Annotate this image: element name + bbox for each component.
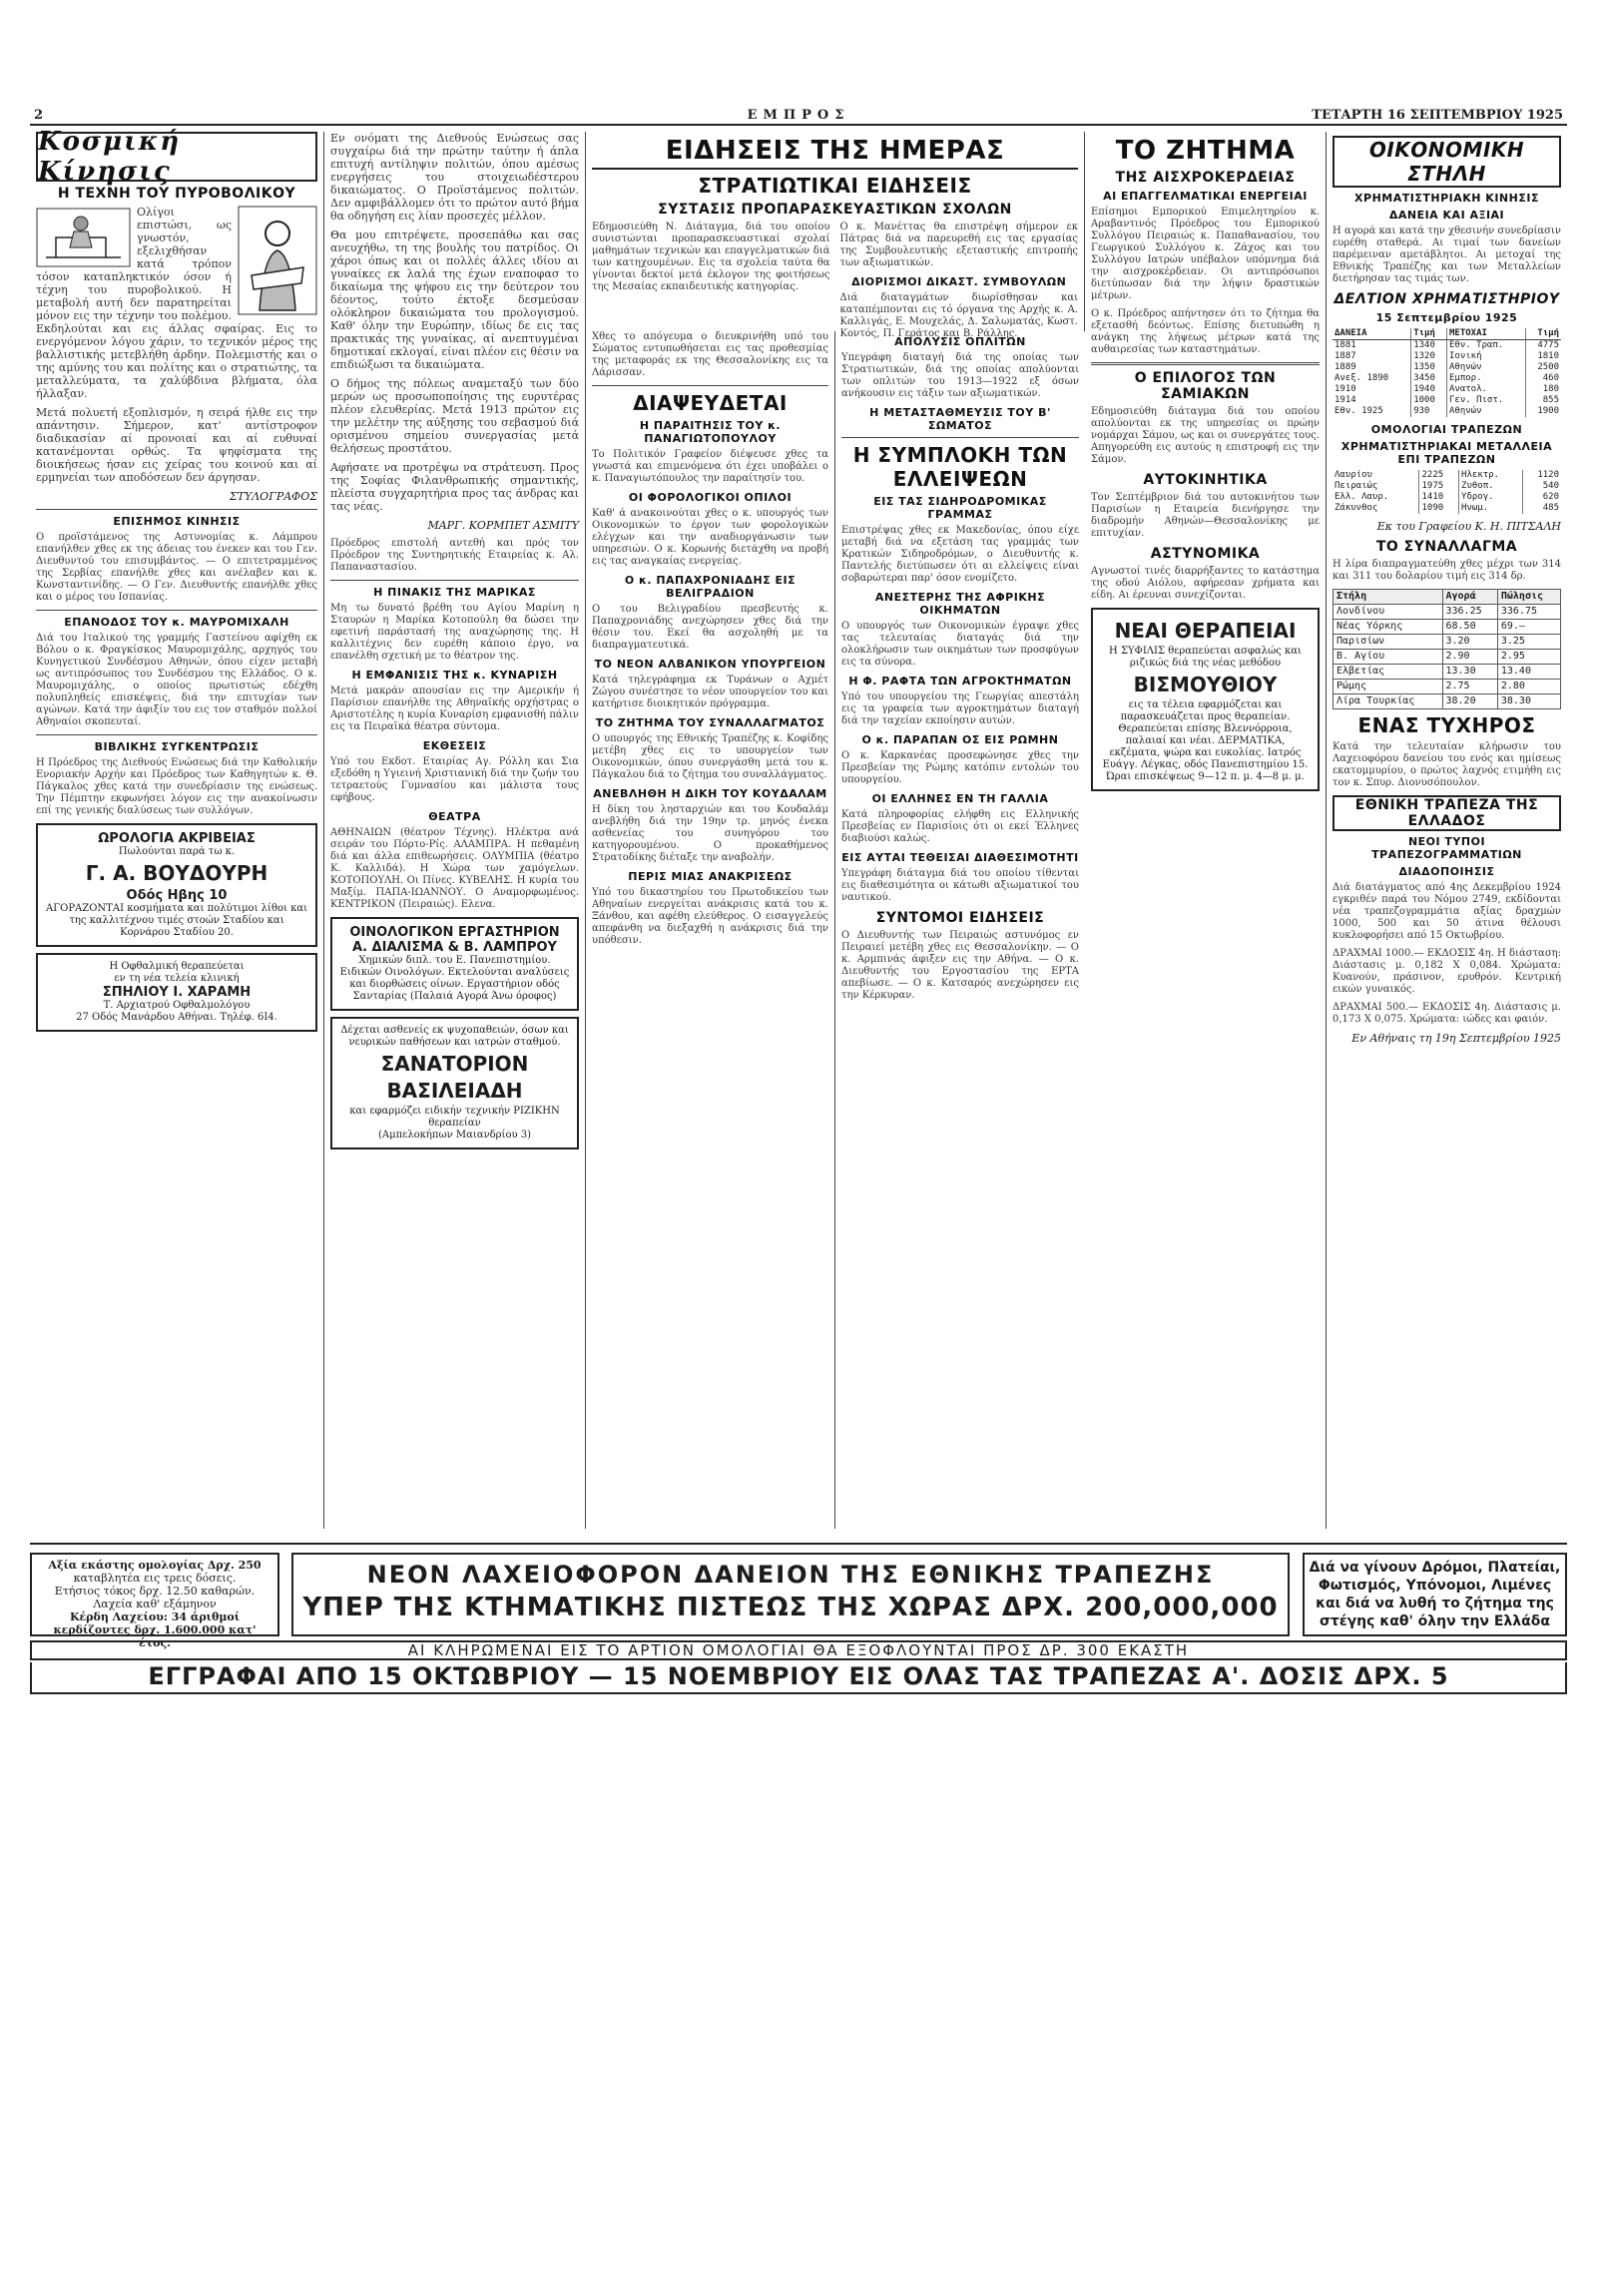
ad-title: ΝΕΑΙ ΘΕΡΑΠΕΙΑΙ [1114, 619, 1297, 643]
loans-row [1332, 340, 1561, 352]
article-heading: ΔΕΛΤΙΟΝ ΧΡΗΜΑΤΙΣΤΗΡΙΟΥ [1333, 291, 1560, 307]
table-cell: Αθηνών [1446, 362, 1525, 373]
table-cell: 620 [1542, 492, 1559, 502]
column-news-right [835, 331, 1085, 1529]
article-body: Ο κ. Καρκανέας προσεφώνησε χθες την Πρεσβείαν της Ρώμης κατόπιν εντολών του υπουργείου. [841, 750, 1079, 785]
exchange-rate-row [1333, 635, 1561, 650]
article-body: Υπεγράφη διάταγμα διά του οποίου τίθενται εις διαθεσιμότητα οι κάτωθι αξιωματικοί του ναυτικού. [841, 868, 1079, 903]
article-heading: ΣΥΝΤΟΜΟΙ ΕΙΔΗΣΕΙΣ [875, 910, 1045, 926]
table-cell: Ανατολ. [1446, 384, 1525, 395]
section-title: ΕΙΔΗΣΕΙΣ ΤΗΣ ΗΜΕΡΑΣ [592, 136, 1078, 170]
ad-title: ΣΑΝΑΤΟΡΙΟΝ [380, 1052, 529, 1076]
table-header-cell: ΜΕΤΟΧΑΙ [1446, 328, 1525, 340]
table-header-cell: ΔΑΝΕΙΑ [1332, 328, 1411, 340]
article-body: Ο υπουργός της Εθνικής Τραπέζης κ. Κοφίδης μετέβη χθες εις το υπουργείον των Οικονομικών, όπου συνεργάσθη μετά του κ. Πάγκαλου διά το ζήτημα του συναλλάγματος. [592, 733, 828, 780]
table-cell: 69.— [1497, 620, 1560, 635]
table-cell: 13.30 [1442, 665, 1497, 680]
shares-row [1332, 492, 1561, 503]
table-cell: Εμπορ. [1446, 373, 1525, 384]
article-heading: ΠΕΡΙΣ ΜΙΑΣ ΑΝΑΚΡΙΣΕΩΣ [628, 870, 793, 883]
table-cell: 38.30 [1497, 694, 1560, 709]
ad-subscription-strip: ΕΓΓΡΑΦΑΙ ΑΠΟ 15 ΟΚΤΩΒΡΙΟΥ — 15 ΝΟΕΜΒΡΙΟΥ ΕΙΣ ΟΛΑΣ ΤΑΣ ΤΡΑΠΕΖΑΣ Α'. ΔΟΣΙΣ ΔΡΧ. 5 [30, 1662, 1567, 1694]
article-body: Μη τω δυνατό βρέθη του Αγίου Μαρίνη η Σταυρών η Μαρίκα Κοτοπούλη θα δώσει την εφετινή παράστασή της αναχώρησης της. Η καλλιτέχνις δεν ευρέθη κάποιο έργο, να επανέλθη σχετική με το θέατρον της. [330, 603, 579, 662]
article-heading: Ο ΕΠΙΛΟΓΟΣ ΤΩΝ ΣΑΜΙΑΚΩΝ [1134, 370, 1277, 402]
clinic-advertisement [1091, 608, 1320, 791]
masthead [30, 108, 1567, 126]
article-heading: Η ΣΥΜΠΛΟΚΗ ΤΩΝ ΕΛΛΕΙΨΕΩΝ [852, 443, 1068, 491]
table-cell: 1940 [1411, 384, 1447, 395]
article-body: Το Πολιτικόν Γραφείον διέψευσε χθες τα γνωστά και επιμενόμενα ότι έχει υποβάλει ο κ. Παναγιωτόπουλος την παραίτησίν του. [592, 449, 828, 484]
ad-purpose-box: Διά να γίνουν Δρόμοι, Πλατείαι, Φωτισμός, Υπόνομοι, Λιμένες και διά να λυθή το ζήτημα της στέγης καθ' όλην την Ελλάδα [1303, 1553, 1567, 1636]
loans-row [1332, 351, 1561, 362]
article-heading: ΟΙ ΦΟΡΟΛΟΓΙΚΟΙ ΟΠΙΛΟΙ [628, 491, 793, 504]
article-heading: Η ΤΕΧΝΗ ΤΟΥ ΠΥΡΟΒΟΛΙΚΟΥ [57, 186, 296, 202]
society-ornament-title: Κοσμική Κίνησις [36, 132, 317, 182]
exchange-rate-row [1333, 665, 1561, 680]
ad-name: Α. ΔΙΑΛΙΣΜΑ & Β. ΛΑΜΠΡΟΥ [352, 940, 557, 955]
table-cell: Εθν. 1925 [1332, 406, 1411, 417]
table-header-cell: Τιμή [1411, 328, 1447, 340]
ad-title: ΟΙΝΟΛΟΓΙΚΟΝ ΕΡΓΑΣΤΗΡΙΟΝ [349, 925, 560, 940]
table-cell: Ηνωμ. [1459, 503, 1523, 514]
ad-line: εν τη νέα τελεία κλινική [114, 973, 240, 984]
sanatorium-advertisement [330, 1017, 579, 1149]
article-heading: Η ΠΙΝΑΚΙΣ ΤΗΣ ΜΑΡΙΚΑΣ [373, 586, 536, 599]
article-body: Καθ' ά ανακοινούται χθες ο κ. υπουργός των Οικονομικών το έργον των φορολογικών ελέγχων και την αναδιοργάνωσιν των υπηρεσιών. Ο κ. Κορωνής διετάχθη να προβή εις τας αναγκαίας ενεργείας. [592, 508, 828, 567]
table-cell: 1810 [1537, 351, 1559, 361]
article-heading: ΤΟ ΝΕΟΝ ΑΛΒΑΝΙΚΟΝ ΥΠΟΥΡΓΕΙΟΝ [594, 658, 826, 671]
table-header-cell: Πώλησις [1497, 590, 1560, 605]
table-cell: Ηλεκτρ. [1459, 470, 1523, 481]
table-cell: 336.75 [1497, 605, 1560, 620]
bank-notice-subtitle: ΝΕΟΙ ΤΥΠΟΙ ΤΡΑΠΕΖΟΓΡΑΜΜΑΤΙΩΝ [1371, 835, 1522, 861]
table-cell: 3.20 [1442, 635, 1497, 650]
table-cell: 2.80 [1497, 680, 1560, 694]
ad-name: ΣΠΗΛΙΟΥ Ι. ΧΑΡΑΜΗ [102, 985, 252, 1000]
article-body: Υπό του Εκδοτ. Εταιρίας Αγ. Ρόλλη και Σια εξεδόθη η Υγιεινή Χριστιανική διά την ζωήν του τετραετούς Γυμνασίου και μάλιστα τους εφήβους. [330, 756, 579, 803]
table-cell: 1881 [1332, 340, 1411, 352]
article-body: Ολίγοι επιστώσι, ως γνωστόν, εξελιχθήσαν κατά τρόπον τόσον καταπληκτικόν όσον ή τέχνη του πυροβολικού. Η μεταβολή αυτή δεν παρατηρείται μόνον εις την τέχνην του πολέμου. Εκδηλούται και εις άλλας σφαίρας. Εις το ενεργόμενον λόγου χάριν, το τεχνικόν μέρος της βαλλιστικής μετεβλήθη άρδην. Πολεμιστής και ο της αμύνης του και πολίτης και ο στρατιώτης, τα μεταλλεύματα, τα χαλύβδινα βλήματα, όλα ήλλαξαν. [36, 206, 317, 400]
eye-clinic-advertisement [36, 953, 317, 1032]
ad-address: (Αμπελοκήπων Μαιανδρίου 3) [377, 1130, 532, 1141]
table-cell: 1900 [1537, 406, 1559, 416]
article-heading: ΤΟ ΖΗΤΗΜΑ ΤΟΥ ΣΥΝΑΛΛΑΓΜΑΤΟΣ [595, 716, 825, 729]
table-cell: Εθν. Τραπ. [1446, 340, 1525, 352]
divider [330, 580, 579, 581]
writer-desk-illustration-icon [36, 208, 131, 267]
ad-subtitle: και εφαρμόζει ειδικήν τεχνικήν ΡΙΖΙΚΗΝ θεραπείαν [349, 1106, 560, 1129]
article-body: Κατά την τελευταίαν κλήρωσιν του Λαχειοφόρου δανείου του ενός και ημίσεως εκατομμυρίου, ο πρώτος λαχνός ετιμήθη εις τον κ. Σπυρ. Διονυσόπουλον. [1332, 741, 1561, 788]
article-body: Η αγορά και κατά την χθεσινήν συνεδρίασιν ευρέθη σταθερά. Αι τιμαί των δανείων παρέμειναν αμετάβλητοι. Αι μετοχαί της Εθνικής Τραπέζης και των Μεταλλείων διετήρησαν τας τιμάς των. [1332, 226, 1561, 284]
table-cell: 1350 [1411, 362, 1447, 373]
ad-name: Γ. Α. ΒΟΥΔΟΥΡΗ [85, 861, 268, 885]
table-cell: 2.95 [1497, 650, 1560, 665]
article-body: Εδημοσιεύθη Ν. Διάταγμα, διά του οποίου συνιστώνται προπαρασκευαστικαί σχολαί μαθημάτων τεχνικών και επαγγελματικών διά των κατηχουμένων. Εις τα σχολεία ταύτα θα γίνονται δεκτοί μετά έκλογον της φοιτήσεως της Μεσαίας εκπαιδευτικής κατηγορίας. [592, 222, 830, 292]
bulletin-date: 15 Σεπτεμβρίου 1925 [1375, 311, 1518, 324]
article-heading: ΤΟ ΣΥΝΑΛΛΑΓΜΑ [1375, 539, 1518, 555]
article-body: Η δίκη του λησταρχιών και του Κουδαλάμ ανεβλήθη διά την 19ην τρ. μηνός ένεκα ασθενείας του συνηγόρου του κατηγορουμένου. Ο προκαθήμενος Στρατοδίκης διέταξε την αναβολήν. [592, 804, 828, 863]
ad-line: Η Οφθαλμική θεραπεύεται [109, 961, 245, 972]
divider [1091, 362, 1320, 365]
article-subheading: ΤΗΣ ΑΙΣΧΡΟΚΕΡΔΕΙΑΣ [1115, 170, 1296, 186]
table-cell: 2.90 [1442, 650, 1497, 665]
article-heading: ΑΠΟΛΥΣΙΣ ΟΠΛΙΤΩΝ [894, 335, 1026, 348]
table-header-cell: Αγορά [1442, 590, 1497, 605]
table-cell: Λονδίνου [1333, 605, 1443, 620]
table-cell: Ζάκυνθος [1332, 503, 1419, 514]
article-subheading: ΑΙ ΕΠΑΓΓΕΛΜΑΤΙΚΑΙ ΕΝΕΡΓΕΙΑΙ [1103, 190, 1308, 203]
ad-terms-box [30, 1553, 279, 1649]
article-subheading: ΕΙΣ ΤΑΣ ΣΙΔΗΡΟΔΡΟΜΙΚΑΣ ΓΡΑΜΜΑΣ [873, 495, 1047, 521]
exchange-rate-row [1333, 620, 1561, 635]
column-profiteering [1085, 132, 1327, 1529]
page-body [30, 127, 1567, 1529]
ad-line: Κέρδη Λαχείου: 34 άριθμοί κερδίζοντες δρχ. 1.600.000 κατ' έτος. [53, 1610, 257, 1649]
divider [592, 385, 828, 386]
column-continued [324, 132, 586, 1529]
article-heading: ΕΝΑΣ ΤΥΧΗΡΟΣ [1357, 713, 1536, 737]
article-subheading: Η ΠΑΡΑΙΤΗΣΙΣ ΤΟΥ κ. ΠΑΝΑΓΙΩΤΟΠΟΥΛΟΥ [639, 419, 782, 445]
ad-text: εις τα τέλεια εφαρμόζεται και παρασκευάζεται προς θεραπείαν. Θεραπεύεται επίσης Βλεννόρροια, παλαιαί και νέαι. ΔΕΡΜΑΤΙΚΑ, εκζέματα, ψώρα και ευκολίας. Ιατρός Ευάγγ. Λέγκας, οδός Πανεπιστημίου 15. [1102, 699, 1309, 770]
ad-subtitle: Πωλούνται παρά τω κ. [118, 846, 236, 857]
section-title: ΟΙΚΟΝΟΜΙΚΗ ΣΤΗΛΗ [1332, 136, 1561, 188]
article-body: Η λίρα διαπραγματεύθη χθες μέχρι των 314 και 311 του δολαρίου τιμή εις 314 δρ. [1332, 559, 1561, 582]
table-cell: 1320 [1411, 351, 1447, 362]
article-heading: ΑΥΤΟΚΙΝΗΤΙΚΑ [1143, 472, 1268, 488]
table-title: ΧΡΗΜΑΤΙΣΤΗΡΙΑΚΑΙ ΜΕΤΑΛΛΕΙΑ ΕΠΙ ΤΡΑΠΕΖΩΝ [1340, 440, 1553, 466]
table-cell: 1340 [1411, 340, 1447, 352]
loans-row [1332, 362, 1561, 373]
table-header-cell: Στήλη [1333, 590, 1443, 605]
article-body: Διά διατάγματος από 4ης Δεκεμβρίου 1924 εγκριθέν παρά του Νόμου 2749, εκδίδονται νέα τραπεζογραμμάτια αξίας δραχμών 1000, 500 και 50 άτινα θέλουσι κυκλοφορήσει από 15 Οκτωβρίου. [1332, 882, 1561, 941]
table-cell: 1914 [1332, 395, 1411, 406]
bank-notice-title: ΕΘΝΙΚΗ ΤΡΑΠΕΖΑ ΤΗΣ ΕΛΛΑΔΟΣ [1332, 795, 1561, 831]
article-heading: Ο κ. ΠΑΠΑΧΡΟΝΙΑΔΗΣ ΕΙΣ ΒΕΛΙΓΡΑΔΙΟΝ [624, 574, 797, 600]
exchange-rate-row [1333, 605, 1561, 620]
article-heading: ΕΠΑΝΟΔΟΣ ΤΟΥ κ. ΜΑΥΡΟΜΙΧΑΛΗ [64, 616, 289, 629]
article-body: Μετά πολυετή εξοπλισμόν, η σειρά ήλθε εις την απάντησιν. Σήμερον, κατ' αντίστροφον διαδικασίαν αί προνοιαί και αί ευθυναί κατανέμονται ορθώς. Τα ψηφίσματα της διοικήσεως ήσαν εις χείρας του κοινού και αί ερμηνείαι των αποδόσεων δεν άργησαν. [36, 406, 317, 484]
article-heading: Η Φ. ΡΑΦΤΑ ΤΩΝ ΑΓΡΟΚΤΗΜΑΤΩΝ [848, 675, 1072, 688]
divider [36, 610, 317, 611]
ad-line: 27 Οδός Μανάρδου Αθήναι. Τηλέφ. 6Ι4. [76, 1012, 277, 1023]
divider [841, 437, 1079, 438]
newspaper-name: ΕΜΠΡΟΣ [747, 108, 850, 123]
article-heading: Η ΕΜΦΑΝΙΣΙΣ ΤΗΣ κ. ΚΥΝΑΡΙΣΗ [351, 669, 558, 682]
divider [36, 509, 317, 510]
article-body: Χθες το απόγευμα ο διευκρινήθη υπό του Σώματος εντυπωθήσεται εις τας προθεσμίας της μεταφοράς εκ της Θεσσαλονίκης εις τα Λάρισσαν. [592, 331, 828, 378]
column-society [30, 127, 324, 1529]
article-heading: ΑΝΕΒΛΗΘΗ Η ΔΙΚΗ ΤΟΥ ΚΟΥΔΑΛΑΜ [593, 787, 827, 800]
article-body: Υπεγράφη διαταγή διά της οποίας των Στρατιωτικών, διά της οποίας απολύονται των οπλιτών του 1913—1922 εξ όσων ανήκουσιν εις τάξιν των αξιωματικών. [841, 352, 1079, 399]
ad-text: Χημικών διπλ. του Ε. Πανεπιστημίου. Ειδικών Οινολόγων. Εκτελούνται αναλύσεις και διορθώσεις οίνων. Εργαστήριον οδός Σανταρίας (Παλαιά Αγορά Άνω όροφος) [339, 955, 570, 1002]
exchange-rate-row [1333, 680, 1561, 694]
article-heading: ΘΕΑΤΡΑ [428, 810, 481, 823]
ad-line: Τ. Αρχιατρού Οφθαλμολόγου [103, 1000, 251, 1011]
ad-headline-amount: ΥΠΕΡ ΤΗΣ ΚΤΗΜΑΤΙΚΗΣ ΠΙΣΤΕΩΣ ΤΗΣ ΧΩΡΑΣ ΔΡΧ. 200,000,000 [302, 1593, 1279, 1622]
loans-table [1332, 328, 1561, 417]
article-heading: ΤΟ ΖΗΤΗΜΑ [1115, 136, 1296, 166]
table-cell: Ρώμης [1333, 680, 1443, 694]
article-body: Υπό του υπουργείου της Γεωργίας απεστάλη εις τα γραφεία των αγροκτημάτων διαταγή διά την ταχείαν εκποίησιν αυτών. [841, 691, 1079, 726]
shares-table [1332, 470, 1561, 514]
article-body: Επιστρέψας χθες εκ Μακεδονίας, όπου είχε μεταβή διά να εξετάση τας γραμμάς των Κρατικών Σιδηροδρόμων, ο Διευθυντής κ. Παντελής διετύπωσεν ότι αι ελλείψεις είναι σοβαρώτεραι παρ' όσον ενομίζετο. [841, 525, 1079, 584]
loans-row [1332, 406, 1561, 417]
table-cell: Β. Αγίου [1333, 650, 1443, 665]
article-heading: ΕΠΙΣΗΜΟΣ ΚΙΝΗΣΙΣ [113, 515, 241, 528]
section-subtitle: ΧΡΗΜΑΤΙΣΤΗΡΙΑΚΗ ΚΙΝΗΣΙΣ [1354, 192, 1539, 205]
article-body: Τον Σεπτέμβριον διά του αυτοκινήτου των Παρισίων η Εταιρεία διενήργησε την διαδρομήν Αθηνών—Θεσσαλονίκης με επιτυχίαν. [1091, 492, 1320, 539]
table-cell: 3450 [1411, 373, 1447, 384]
wine-lab-advertisement [330, 917, 579, 1011]
bank-notice-heading: ΔΙΑΔΟΠΟΙΗΣΙΣ [1398, 865, 1495, 878]
table-cell: 3.25 [1497, 635, 1560, 650]
shares-row [1332, 470, 1561, 481]
national-bank-loan-advertisement [30, 1543, 1567, 1692]
table-cell: 2.75 [1442, 680, 1497, 694]
article-body: Ο υπουργός των Οικονομικών έγραψε χθες τας τελευταίας διαταγάς διά την ολοκλήρωσιν των οικημάτων των προσφύγων εις τα σύνορα. [841, 621, 1079, 668]
table-cell: Ελλ. Λαυρ. [1332, 492, 1419, 503]
notice-date: Εν Αθήναις τη 19η Σεπτεμβρίου 1925 [1351, 1032, 1561, 1045]
table-cell: Ανεξ. 1890 [1332, 373, 1411, 384]
article-body: Επίσημοι Εμπορικού Επιμελητηρίου κ. Αραβαντινός Πρόεδρος του Εμπορικού Συλλόγου Πειραιώς κ. Παπαθανασίου, του Γεωργικού Συλλόγου κ. Ζάχος και του Συλλόγου Ιατρών υπέβαλον υπόμνημα διά την αισχροκέρδειαν. Οι αντιπρόσωποι διετύπωσαν διά την λήψιν δραστικών μέτρων. [1091, 207, 1320, 301]
article-heading: ΕΙΣ ΑΥΤΑΙ ΤΕΘΕΙΣΑΙ ΔΙΑΘΕΣΙΜΟΤΗΤΙ [841, 851, 1079, 864]
table-cell: Πειραιώς [1332, 481, 1419, 492]
article-body: Μετά μακράν απουσίαν εις την Αμερικήν ή Παρίσιον επανήλθε της Αθηναϊκής ορχήστρας ο Αριστοτέλης η κυρία Κυναρίση εμφανισθή πάλιν εις τα Πειραϊκά θέατρα σύντομα. [330, 686, 579, 732]
article-heading: ΟΙ ΕΛΛΗΝΕΣ ΕΝ ΤΗ ΓΑΛΛΙΑ [871, 792, 1049, 805]
table-cell: Ζυθοπ. [1459, 481, 1523, 492]
table-cell: 1090 [1419, 503, 1459, 514]
table-cell: 68.50 [1442, 620, 1497, 635]
ad-title: ΩΡΟΛΟΓΙΑ ΑΚΡΙΒΕΙΑΣ [98, 831, 256, 846]
table-cell: Υδρογ. [1459, 492, 1523, 503]
article-heading: ΔΙΑΨΕΥΔΕΤΑΙ [633, 391, 788, 415]
article-body: Εν ονόματι της Διεθνούς Ενώσεως σας συγχαίρω διά την πρώτην ταύτην ή άπλα επιτυχή αντίληψιν πολιτών, όπου αμέσως ενεργήσεις του στοιχειωδέστερου δικαιώματος. Ο Προϊστάμενος πολιτών. Δεν αμφιβάλλομεν ότι το πρώτον αυτό βήμα θα οδηγήση εις λίαν προσεχές μέλλον. [330, 132, 579, 223]
article-body: Ο κ. Πρόεδρος απήντησεν ότι το ζήτημα θα εξετασθή δεόντως. Επίσης διετυπώθη η ανάγκη της λήψεως μέτρων κατά της αυθαιρεσίας των καταστημάτων. [1091, 308, 1320, 355]
article-body: Θα μου επιτρέψετε, προσεπάθω και σας ανευχήθω, τη της βουλής του πατρίδος. Οι χάροι όπως και οι πολλές άλλες ιδίου αι γυναίκες εκ λαλά της έχων εναποφασ το δικαίωμα της ψήφου εις την δεύτερον του δέοντος, τούτο έκτοξε δεσμεύσαν ολόκληρον δικαιώματα του προλογισμού. Καθ' όλην την Ευρώπην, ιδίως δε εις τας πρακτικάς της γυναίκας, αί ανεπτυγμέναι δημοτικαί εκλογαί, είναι πλέον εις θέσιν να επιδιώξωσι τα δικαιώματα. [330, 229, 579, 371]
issue-date: ΤΕΤΑΡΤΗ 16 ΣΕΠΤΕΜΒΡΙΟΥ 1925 [1312, 108, 1563, 123]
table-header-row [1332, 328, 1561, 340]
table-cell: Ελβετίας [1333, 665, 1443, 680]
table-cell: 2500 [1537, 362, 1559, 372]
table-cell: Γεν. Πιστ. [1446, 395, 1525, 406]
article-body: Ο δήμος της πόλεως αναμεταξύ των δύο μερών ως προσωποποίησις της ευρυτέρας πλέον ελευθερίας. Μετά 1913 πρώτον εις την μελέτην της αύξησης του σεβασμού διά ορισμένου σημείου συνεργασίας μετά θελήσεως προστάτου. [330, 377, 579, 455]
news-of-the-day-header [586, 132, 1085, 339]
article-body: Αφήσατε να προτρέψω να στράτευση. Προς της Σοφίας Φιλανθρωπικής σημαντικής, πλείστα συγχαρητήρια προς τας άνδρας και τας νέας. [330, 461, 579, 513]
loans-row [1332, 395, 1561, 406]
article-heading: ΑΣΤΥΝΟΜΙΚΑ [1150, 546, 1261, 562]
table-cell: Νέας Υόρκης [1333, 620, 1443, 635]
article-heading: ΕΚΘΕΣΕΙΣ [422, 739, 487, 752]
table-cell: 485 [1542, 503, 1559, 513]
article-body: Αγνωστοί τινές διαρρήξαντες το κατάστημα της οδού Αιόλου, αφήρεσαν χρήματα και είδη. Αι έρευναι συνεχίζονται. [1091, 566, 1320, 601]
column-news-left [586, 331, 835, 1529]
article-body: Υπό του δικαστηρίου του Πρωτοδικείου των Αθηναίων ενεργείται ανάκρισις κατά του κ. Ξάνθου, και αφέθη ελεύθερος. Ο εισαγγελεύς απεφάνθη να διεξαχθή η ανάκρισις διά την υπόθεσιν. [592, 887, 828, 946]
article-body: Πρόεδρος επιστολή αντεθή και πρός τον Πρόεδρον της Συντηρητικής Εταιρείας κ. Αλ. Παπαναστασίου. [330, 538, 579, 573]
ad-line: Αξία εκάστης ομολογίας Δρχ. 250 [48, 1559, 262, 1572]
table-cell: 1000 [1411, 395, 1447, 406]
article-body: Ο Διευθυντής των Πειραιώς αστυνόμος εν Πειραιεί μετέβη χθες εις Θεσσαλονίκην. — Ο κ. Αρμπινάς άφιξεν εις την Αθήνα. — Ο κ. Διευθυντής του Εργοστασίου της ΕΡΤΑ απεβίωσε. — Ο κ. Κατσαρός ανεχώρησεν εις την Κέρκυραν. [841, 930, 1079, 1001]
article-heading: ΒΙΒΛΙΚΗΣ ΣΥΓΚΕΝΤΡΩΣΙΣ [94, 740, 260, 753]
woman-reading-illustration-icon [238, 206, 317, 315]
article-body: Διά διαταγμάτων διωρίσθησαν και καταπέμπονται εις τό όργανα της Αρχής κ. Α. Καλλιγάς, Ε. Μουχελάς, Δ. Σαλωματάς, Κωστ. Κοντός, Π. Γεράτος και Β. Ράλλης. [839, 292, 1078, 339]
ad-hours: Ώραι επισκέψεως 9—12 π. μ. 4—8 μ. μ. [1106, 771, 1305, 782]
table-cell: 13.40 [1497, 665, 1560, 680]
ad-address: Οδός Ηβης 10 [126, 888, 228, 903]
table-cell: 38.20 [1442, 694, 1497, 709]
table-cell: 855 [1542, 395, 1559, 405]
table-cell: Παρισίων [1333, 635, 1443, 650]
table-cell: 1889 [1332, 362, 1411, 373]
table-cell: Λαυρίου [1332, 470, 1419, 481]
table-cell: 180 [1542, 384, 1559, 394]
article-heading: ΣΥΣΤΑΣΙΣ ΠΡΟΠΑΡΑΣΚΕΥΑΣΤΙΚΩΝ ΣΧΟΛΩΝ [658, 202, 1012, 218]
table-cell: 1910 [1332, 384, 1411, 395]
table-cell: 1975 [1419, 481, 1459, 492]
table-cell: 336.25 [1442, 605, 1497, 620]
article-heading: ΔΑΝΕΙΑ ΚΑΙ ΑΞΙΑΙ [1388, 209, 1505, 222]
page-number: 2 [34, 108, 44, 123]
article-body: Διά του Ιταλικού της γραμμής Γαστείνου αφίχθη εκ Βόλου ο κ. Φραγκίσκος Μαυρομιχάλης, αρχηγός του Κυνηγετικού Συνδέσμου Αθηνών, όπου είχεν μεταβή ως αντιπρόσωπος του Συνδέσμου της Ελλάδος. Ο κ. Μαυρομιχάλης, ο οποίος πρωτιστώς εδέχθη πολυπληθείς επισκέψεις, διά την επιτυχίαν των αγώνων. Κατά την άφιξίν του εις τον σταθμόν πολλοί Αθηναίοι σκοπευταί. [36, 633, 317, 727]
ad-headline: ΝΕΟΝ ΛΑΧΕΙΟΦΟΡΟΝ ΔΑΝΕΙΟΝ ΤΗΣ ΕΘΝΙΚΗΣ ΤΡΑΠΕΖΗΣ [366, 1561, 1215, 1589]
table-cell: 460 [1542, 373, 1559, 383]
section-subtitle: ΣΤΡΑΤΙΩΤΙΚΑΙ ΕΙΔΗΣΕΙΣ [698, 174, 972, 198]
table-cell: 930 [1411, 406, 1447, 417]
loans-row [1332, 384, 1561, 395]
article-signature: ΣΤΥΛΟΓΡΑΦΟΣ [229, 490, 317, 503]
column-economic [1327, 132, 1567, 1529]
shares-row [1332, 503, 1561, 514]
article-body: ΔΡΑΧΜΑΙ 1000.— ΕΚΔΟΣΙΣ 4η. Η διάσταση: Διάστασις μ. 0,182 Χ 0,084. Χρώματα: Κυανούν, πράσινον, ερυθρόν. Κεντρική εικών γυναικός. [1332, 948, 1561, 995]
table-cell: 540 [1542, 481, 1559, 491]
table-header-row [1333, 590, 1561, 605]
article-body: ΔΡΑΧΜΑΙ 500.— ΕΚΔΟΣΙΣ 4η. Διάστασις μ. 0,173 Χ 0,075. Χρώματα: ιώδες και φαιόν. [1332, 1002, 1561, 1025]
loans-row [1332, 373, 1561, 384]
table-title: ΟΜΟΛΟΓΙΑΙ ΤΡΑΠΕΖΩΝ [1370, 423, 1523, 436]
table-cell: Ιονική [1446, 351, 1525, 362]
article-body: Ο κ. Μανέττας θα επιστρέψη σήμερον εκ Πάτρας διά να παρευρεθή εις τας εργασίας της Συμβουλευτικής εξεταστικής επιτροπής των αξιωματικών. [839, 222, 1078, 268]
article-body: Κατά τηλεγράφημα εκ Τυράνων ο Αχμέτ Ζώγου συνέστησε το νέον υπουργείον του και κατήρτισε διοικητικόν πρόγραμμα. [592, 675, 828, 709]
exchange-rate-row [1333, 650, 1561, 665]
article-heading: Η ΜΕΤΑΣΤΑΘΜΕΥΣΙΣ ΤΟΥ Β' ΣΩΜΑΤΟΣ [869, 406, 1051, 432]
article-signature: ΜΑΡΓ. ΚΟΡΜΠΕΤ ΑΣΜΙΤΥ [427, 519, 579, 532]
watch-shop-advertisement [36, 823, 317, 947]
table-header-cell: Τιμή [1526, 328, 1561, 340]
article-body: Ο του Βελιγραδίου πρεσβευτής κ. Παπαχρονιάδης ανεχώρησεν χθες διά την θέσιν του. Εκεί θα ασχοληθή με τα διαπραγματευτικά. [592, 604, 828, 651]
table-cell: 1120 [1537, 470, 1559, 480]
article-heading: ΔΙΟΡΙΣΜΟΙ ΔΙΚΑΣΤ. ΣΥΜΒΟΥΛΩΝ [851, 275, 1067, 288]
article-heading: ΑΝΕΣΤΕΡΗΣ ΤΗΣ ΑΦΡΙΚΗΣ ΟΙΚΗΜΑΤΩΝ [874, 591, 1046, 617]
ad-name: ΒΑΣΙΛΕΙΑΔΗ [386, 1079, 523, 1103]
article-body: Ο προϊστάμενος της Αστυνομίας κ. Λάμπρου επανήλθεν χθες εκ της άδειας του ένεκεν και του Γεν. Διευθυντού του επισυμβάντος. — Ο επιτετραμμένος της Σερβίας επανήλθε χθες και ανέλαβεν και κ. Κωνσταντινίδης. — Ο Γεν. Διευθυντής επανήλθε χθες και ο μέρος του Ισπανίας. [36, 532, 317, 603]
shares-row [1332, 481, 1561, 492]
table-cell: 2225 [1419, 470, 1459, 481]
article-heading: Ο κ. ΠΑΡΑΠΑΝ ΟΣ ΕΙΣ ΡΩΜΗΝ [861, 733, 1059, 746]
table-cell: 4775 [1537, 340, 1559, 350]
article-body: ΑΘΗΝΑΙΩΝ (θέατρον Τέχνης). Ηλέκτρα ανά σειράν του Πόρτο-Ρίς. ΑΛΑΜΠΡΑ. Η πεθαμένη διά και άλλα επιθεωρήσεις. ΟΛΥΜΠΙΑ (θέατρο Κ. Καλλιδά). Η Χώρα των χαμόγελων. ΚΟΤΟΠΟΥΛΗ. Οι Πίνες. ΚΥΒΕΛΗΣ. Η κυρία του Μαξίμ. ΠΑΠΑ-ΙΩΑΝΝΟΥ. Ο Αναμορφωμένος. ΚΕΝΤΡΙΚΟΝ (Πειραιώς). Ελενα. [330, 827, 579, 910]
ad-name: ΒΙΣΜΟΥΘΙΟΥ [1133, 673, 1278, 696]
exchange-rates-table [1332, 589, 1561, 709]
table-cell: Λίρα Τουρκίας [1333, 694, 1443, 709]
divider [36, 734, 317, 735]
table-cell: 1887 [1332, 351, 1411, 362]
ad-line: καταβλητέα εις τρεις δόσεις. [73, 1572, 237, 1585]
data-source: Εκ του Γραφείου Κ. Η. ΠΙΤΣΑΛΗ [1376, 520, 1561, 533]
ad-text: Η ΣΥΦΙΛΙΣ θεραπεύεται ασφαλώς και ριζικώς διά της νέας μεθόδου [1109, 646, 1302, 669]
exchange-rate-row [1333, 694, 1561, 709]
ad-headline-box [291, 1553, 1290, 1636]
ad-redemption-strip: ΑΙ ΚΛΗΡΩΜΕΝΑΙ ΕΙΣ ΤΟ ΑΡΤΙΟΝ ΟΜΟΛΟΓΙΑΙ ΘΑ ΕΞΟΦΛΟΥΝΤΑΙ ΠΡΟΣ ΔΡ. 300 ΕΚΑΣΤΗ [30, 1640, 1567, 1660]
table-cell: Αθηνών [1446, 406, 1525, 417]
article-body: Εδημοσιεύθη διάταγμα διά του οποίου απολύονται εκ της υπηρεσίας οι πρώην νομάρχαι Σάμου, ως και οι συνεργάτες τους. Απηγορεύθη εις αυτούς η επιστροφή εις την Σάμον. [1091, 406, 1320, 465]
ad-text: Δέχεται ασθενείς εκ ψυχοπαθειών, όσων και νευρικών παθήσεων και ιατρών σταθμού. [340, 1025, 569, 1048]
article-body: Η Πρόεδρος της Διεθνούς Ενώσεως διά την Καθολικήν Ενοριακήν Αρχήν και Πρόεδρος των Καθηγητών κ. Θ. Πάγκαλος χθες κατά την συνεδρίασιν της ενώσεως. Την Πέμπτην εκφωνήσει λόγον εις την ανακοίνωσιν επί της γενικής διαλύσεως των συλλόγων. [36, 757, 317, 816]
article-body: Κατά πληροφορίας ελήφθη εις Ελληνικής Πρεσβείας εν Παρισίοις ότι οι εκεί Έλληνες διαβιούσι καλώς. [841, 809, 1079, 844]
ad-line: Ετήσιος τόκος δρχ. 12.50 καθαρών. Λαχεία καθ' εξάμηνον [54, 1585, 256, 1610]
ad-text: ΑΓΟΡΑΖΟΝΤΑΙ κοσμήματα και πολύτιμοι λίθοι και της καλλιτέχνου τιμές στοών Σταδίου και Κορνάρου Σταδίου 20. [45, 903, 308, 938]
table-cell: 1410 [1419, 492, 1459, 503]
